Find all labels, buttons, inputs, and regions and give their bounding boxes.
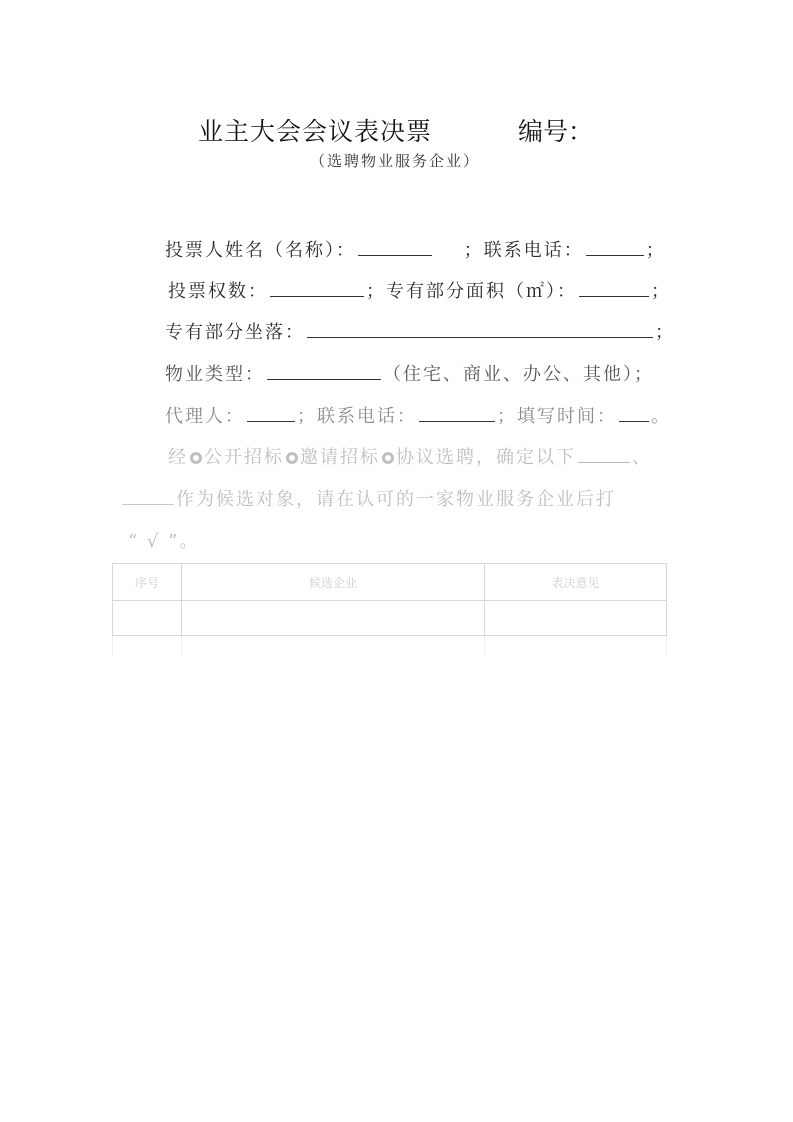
agent-line [165,402,671,428]
radio-invited-tender[interactable] [286,452,298,464]
line-end: 、 [632,447,652,468]
checkmark-line [128,527,199,553]
invited-tender-label: 邀请招标 [300,447,380,468]
fill-time-label: ；填写时间： [497,406,617,427]
header-candidate: 候选企业 [182,564,485,601]
table-cell [113,636,182,657]
candidate-instruction: 作为候选对象，请在认可的一家物业服务企业后打 [176,489,616,510]
agent-label: 代理人： [165,406,245,427]
agent-phone-label: ；联系电话： [297,406,417,427]
vote-count-line [168,277,671,303]
selection-prefix: 经 [168,447,188,468]
radio-open-tender[interactable] [190,452,202,464]
area-field[interactable] [579,278,649,297]
checkmark-instruction: “ √ ”。 [128,531,200,552]
agent-phone-field[interactable] [419,403,495,422]
table-row [113,636,667,657]
header-index: 序号 [113,564,182,601]
line-end: ； [651,281,671,302]
negotiated-label: 协议选聘，确定以下 [396,447,576,468]
document-title: 业主大会会议表决票 [198,117,433,146]
agent-field[interactable] [247,403,295,422]
table-cell[interactable] [182,601,485,636]
property-type-line [165,360,654,386]
line-end: 。 [651,406,671,427]
candidate-field-2[interactable] [122,486,174,505]
property-type-options: （住宅、商业、办公、其他）； [383,364,654,385]
line-end: ； [645,240,666,261]
table-cell[interactable] [113,601,182,636]
candidate-instruction-line [120,485,616,511]
table-row [113,601,667,636]
property-type-field[interactable] [267,361,381,380]
line-end: ； [655,322,675,343]
location-line [165,318,675,344]
document-subtitle: （选聘物业服务企业） [310,152,481,170]
voter-phone-label: ；联系电话： [463,240,584,261]
voter-name-field[interactable] [358,237,432,256]
candidate-field-1[interactable] [578,444,630,463]
open-tender-label: 公开招标 [204,447,284,468]
title-row [0,112,793,152]
property-type-label: 物业类型： [165,364,265,385]
table-cell [485,636,667,657]
candidate-table [112,563,667,656]
voter-name-label: 投票人姓名（名称）： [165,240,356,261]
selection-method-line [168,443,652,469]
radio-negotiated[interactable] [382,452,394,464]
number-label: 编号： [518,117,594,146]
table-cell[interactable] [485,601,667,636]
area-label: ；专有部分面积（㎡）： [366,281,577,302]
fill-time-field[interactable] [619,403,649,422]
voter-phone-field[interactable] [586,237,644,256]
table-header-row [113,564,667,601]
vote-count-label: 投票权数： [168,281,268,302]
header-opinion: 表决意见 [485,564,667,601]
table-cell [182,636,485,657]
location-field[interactable] [307,319,653,338]
voter-name-line [165,236,666,262]
location-label: 专有部分坐落： [165,322,305,343]
vote-count-field[interactable] [270,278,364,297]
